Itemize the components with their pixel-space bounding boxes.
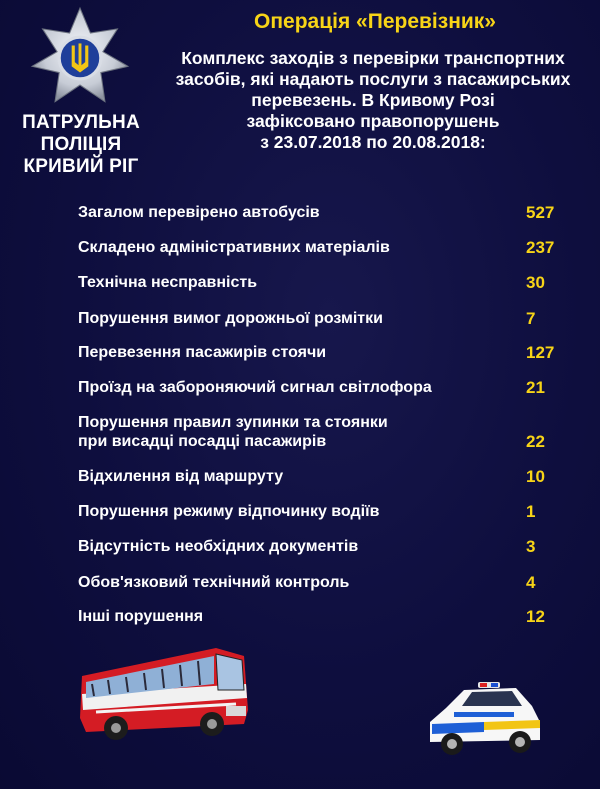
stat-label: Технічна несправність: [78, 274, 258, 291]
stat-value: 10: [526, 467, 545, 486]
stat-value: 22: [526, 432, 545, 451]
stat-value: 21: [526, 378, 545, 397]
police-car-icon: [424, 678, 544, 760]
description-line: зафіксовано правопорушень: [246, 111, 500, 131]
stat-label: Інші порушення: [78, 608, 204, 625]
stat-value: 3: [526, 537, 536, 556]
stat-value: 1: [526, 502, 536, 521]
org-line: ПАТРУЛЬНА: [22, 112, 140, 133]
bus-icon: [76, 640, 252, 744]
stat-value: 237: [526, 238, 555, 257]
description-line: перевезень. В Кривому Розі: [251, 90, 495, 110]
stat-label-line: при висадці посадці пасажирів: [78, 433, 327, 450]
stat-label: Відхилення від маршруту: [78, 468, 284, 485]
org-line: ПОЛІЦІЯ: [40, 134, 122, 155]
operation-description: [148, 48, 598, 153]
organization-name: [0, 112, 162, 178]
description-line: Комплекс заходів з перевірки транспортних: [181, 48, 565, 68]
stat-label: Складено адміністративних матеріалів: [78, 239, 390, 256]
org-line: КРИВИЙ РІГ: [23, 156, 139, 177]
description-line: засобів, які надають послуги з пасажирських: [175, 69, 571, 89]
stat-value: 12: [526, 607, 545, 626]
stat-value: 30: [526, 273, 545, 292]
stat-value: 7: [526, 309, 536, 328]
stat-value: 527: [526, 203, 555, 222]
description-line: з 23.07.2018 по 20.08.2018:: [260, 132, 486, 152]
stat-label: Перевезення пасажирів стоячи: [78, 344, 327, 361]
stat-label: Загалом перевірено автобусів: [78, 204, 320, 221]
stat-label: Порушення режиму відпочинку водіїв: [78, 503, 380, 520]
stat-value: 127: [526, 343, 555, 362]
stat-label: Обов'язковий технічний контроль: [78, 574, 350, 591]
stat-label: [78, 413, 508, 451]
stat-label-line: Порушення правил зупинки та стоянки: [78, 414, 388, 431]
stat-label: Відсутність необхідних документів: [78, 538, 359, 555]
stat-label: Порушення вимог дорожньої розмітки: [78, 310, 383, 327]
stat-value: 4: [526, 573, 536, 592]
stat-label: Проїзд на забороняючий сигнал світлофора: [78, 379, 432, 396]
operation-title: Операція «Перевізник»: [254, 10, 496, 33]
police-badge-icon: [28, 6, 132, 110]
